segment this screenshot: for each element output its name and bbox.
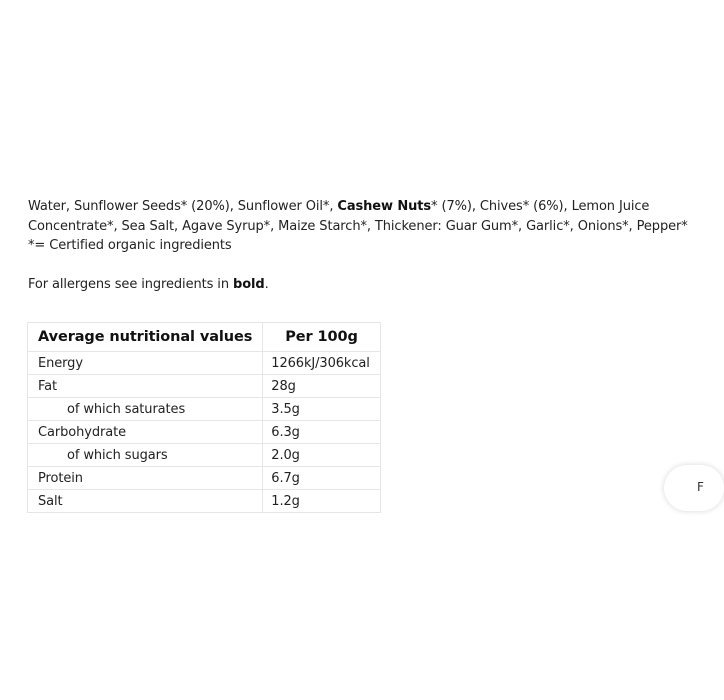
- allergen-cashew-nuts: Cashew Nuts: [337, 199, 432, 214]
- nutrient-name: of which sugars: [28, 444, 263, 467]
- nutrient-value: 28g: [263, 375, 381, 398]
- nutrition-header-name: Average nutritional values: [28, 323, 263, 352]
- nutrient-value: 1.2g: [263, 490, 381, 513]
- nutrition-header-value: Per 100g: [263, 323, 381, 352]
- ingredients-line-2: Concentrate*, Sea Salt, Agave Syrup*, Maize Starch*, Thickener: Guar Gum*, Garlic*, Onions*, Pepper*: [28, 218, 688, 234]
- nutrient-name: Salt: [28, 490, 263, 513]
- table-row: [28, 375, 381, 398]
- nutrient-name: of which saturates: [28, 398, 263, 421]
- nutrient-name: Fat: [28, 375, 263, 398]
- allergen-note-suffix: .: [264, 277, 269, 292]
- ingredients-text: Water, Sunflower Seeds* (20%), Sunflower Oil*,: [28, 199, 338, 214]
- nutrient-value: 6.7g: [263, 467, 381, 490]
- ingredients-line-1: [28, 197, 718, 217]
- ingredients-text: * (7%), Chives* (6%), Lemon Juice: [431, 199, 650, 214]
- ingredients-list: [28, 197, 718, 256]
- table-row: [28, 467, 381, 490]
- floating-side-tab[interactable]: [664, 465, 724, 511]
- nutrient-value: 1266kJ/306kcal: [263, 352, 381, 375]
- nutrient-name: Carbohydrate: [28, 421, 263, 444]
- organic-note: *= Certified organic ingredients: [28, 238, 232, 253]
- table-row: [28, 444, 381, 467]
- nutrient-value: 3.5g: [263, 398, 381, 421]
- nutrition-table: [27, 322, 381, 513]
- nutrient-name: Protein: [28, 467, 263, 490]
- table-row: [28, 398, 381, 421]
- table-row: [28, 421, 381, 444]
- allergen-note: [28, 275, 269, 295]
- nutrition-header-row: [28, 323, 381, 352]
- nutrient-name: Energy: [28, 352, 263, 375]
- allergen-note-prefix: For allergens see ingredients in: [28, 277, 233, 292]
- allergen-note-bold: bold: [233, 277, 265, 292]
- side-tab-label: F: [697, 480, 704, 494]
- table-row: [28, 490, 381, 513]
- table-row: [28, 352, 381, 375]
- nutrient-value: 2.0g: [263, 444, 381, 467]
- nutrient-value: 6.3g: [263, 421, 381, 444]
